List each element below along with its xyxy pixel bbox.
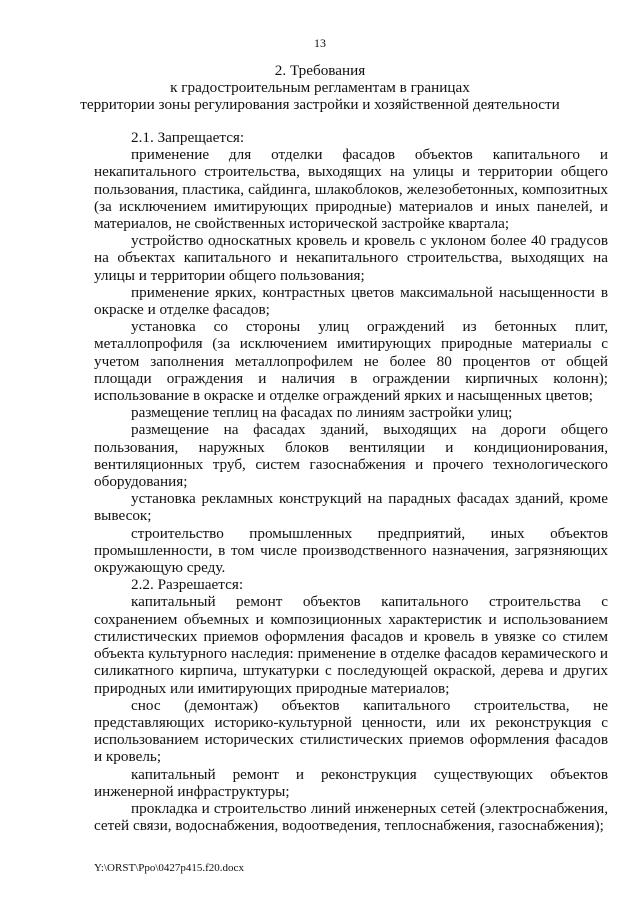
paragraph: устройство односкатных кровель и кровель с уклоном более 40 градусов на объектах капитального и некапитального строительства, выходящих на улицы и территории общего пользования; — [94, 232, 608, 284]
paragraph: капитальный ремонт и реконструкция существующих объектов инженерной инфраструктуры; — [94, 765, 608, 800]
paragraph: применение ярких, контрастных цветов максимальной насыщенности в окраске и отделке фасадов; — [94, 283, 608, 319]
paragraph: размещение на фасадах зданий, выходящих на дороги общего пользования, наружных блоков вентиляции и кондиционирования, вентиляционных труб, систем газоснабжения и прочего технологического оборудования; — [94, 421, 608, 491]
document-body — [94, 129, 608, 834]
paragraph: прокладка и строительство линий инженерных сетей (электроснабжения, сетей связи, водоснабжения, водоотведения, теплоснабжения, газоснабжения); — [94, 799, 608, 835]
paragraph: применение для отделки фасадов объектов капитального и некапитального строительства, выходящих на улицы и территории общего пользования, пластика, сайдинга, шлакоблоков, железобетонных, композитных (за исключением имитирующих природные) материалов и иных панелей, и материалов, не свойственных исторической застройке квартала; — [94, 146, 608, 233]
heading-line-1: 2. Требования — [274, 62, 366, 79]
subsection-title-2-2: 2.2. Разрешается: — [131, 576, 244, 594]
subsection-title-2-1: 2.1. Запрещается: — [131, 129, 245, 146]
paragraph: установка рекламных конструкций на парадных фасадах зданий, кроме вывесок; — [94, 490, 608, 525]
section-heading — [0, 62, 640, 113]
heading-line-2: к градостроительным регламентам в границах — [170, 79, 470, 96]
heading-line-3: территории зоны регулирования застройки и хозяйственной деятельности — [80, 96, 560, 113]
paragraph: установка со стороны улиц ограждений из бетонных плит, металлопрофиля (за исключением имитирующих природные материалы с учетом заполнения металлопрофилем не более 80 процентов от общей площади ограждения и наличия в ограждении кирпичных колонн); использование в окраске и отделке ограждений ярких и насыщенных цветов; — [94, 318, 608, 405]
file-path-footer: Y:\ORST\Ppo\0427p415.f20.docx — [94, 862, 244, 874]
page-number: 13 — [314, 36, 326, 50]
paragraph: снос (демонтаж) объектов капитального строительства, не представляющих историко-культурной ценности, или их реконструкция с использованием исторических стилистических приемов оформления фасадов и кровель; — [94, 696, 608, 766]
paragraph: размещение теплиц на фасадах по линиям застройки улиц; — [131, 404, 513, 422]
paragraph: капитальный ремонт объектов капитального строительства с сохранением объемных и композиционных характеристик и использованием стилистических приемов оформления фасадов и кровель в увязке со стилем объекта культурного наследия: применение в отделке фасадов керамического и силикатного кирпича, штукатурки с последующей окраской, дерева и других природных или имитирующих природные материалов; — [94, 593, 608, 697]
paragraph: строительство промышленных предприятий, иных объектов промышленности, в том числе производственного назначения, загрязняющих окружающую среду. — [94, 524, 608, 577]
